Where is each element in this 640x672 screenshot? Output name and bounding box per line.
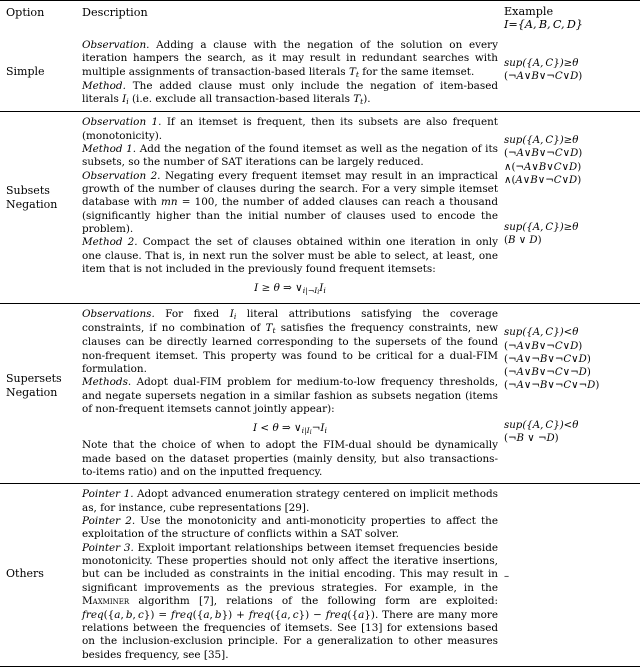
example-clause: (¬A∨¬B∨¬C∨D) <box>504 353 591 365</box>
paragraph-lead: Method 1. <box>82 142 137 155</box>
paragraph: Method 1. Add the negation of the found itemset as well as the negation of its subsets, so the number of SAT iterations can be largely reduced. <box>82 142 499 169</box>
example-block <box>504 134 638 187</box>
paragraph-lead: Method. <box>82 79 126 92</box>
formula-subsets: I ≥ θ ⇒ $\vee_{i|\neg Ii}I_i$ <box>254 281 326 296</box>
option-label: Simple <box>6 65 45 79</box>
example-clause: (¬B ∨ ¬D) <box>504 432 559 444</box>
example-clause: ∧(¬A∨B∨C∨D) <box>504 161 582 173</box>
example-support: sup({A, C})≥θ <box>504 135 579 147</box>
paragraph: Pointer 3. Exploit important relationships between itemset frequencies beside monotonicity. These properties should not only affect the iterative insertions, but can be included as constraints in the initial encoding. This may result in significant improvements as the previous strategies. For example, in the Maxminer algorithm [7], relations of the following form are exploited: freq({a, b, c}) = freq({a, b}) + freq({a, c}) − freq({a}). There are many more relations between the frequencies of itemsets. See [13] for extensions based on the inclusion-exclusion principle. For a generalization to other measures besides frequency, see [35]. <box>82 541 499 661</box>
example-clause: (¬A∨B∨¬C∨D) <box>504 71 583 83</box>
example-support: sup({A, C})≥θ <box>504 222 579 234</box>
example-block <box>504 221 638 248</box>
example-clause: (¬A∨B∨¬C∨D) <box>504 148 583 160</box>
row-example-subsets-negation <box>500 112 640 304</box>
paragraph-lead: Observations. <box>82 308 155 321</box>
formula-supersets: I < θ ⇒ $\vee_{i|Ii}\neg I_i$ <box>253 421 327 436</box>
paragraph-lead: Observation. <box>82 39 150 52</box>
paragraph-lead: Pointer 2. <box>82 515 136 528</box>
row-example-supersets-negation <box>500 304 640 484</box>
paragraph: Observations. For fixed $I_i$ literal attributions satisfying the coverage constraints, if no combination of $T_t$ satisfies the frequency constraints, new clauses can be directly learned corresponding to the supersets of the found non-frequent itemset. This property was found to be critical for a dual-FIM formulation. <box>82 308 498 376</box>
example-clause: (¬A∨B∨¬C∨¬D) <box>504 367 591 379</box>
paragraph: Pointer 2. Use the monotonicity and anti-monoticity properties to affect the exploitation of the structure of conflicts within a SAT solver. <box>82 515 498 541</box>
paragraph: Note that the choice of when to adopt the FIM-dual should be dynamically made based on the dataset properties (mainly density, but also transactions-to-items ratio) and on the inputted frequency. <box>82 439 498 478</box>
row-example-simple <box>500 35 640 112</box>
option-label: Others <box>6 567 44 581</box>
column-header-example-title: Example <box>504 5 554 18</box>
row-example-others <box>500 484 640 667</box>
paragraph: Observation 2. Negating every frequent itemset may result in an impractical growth of the number of clauses during the search. For a very simple itemset database with mn = 100, the number of added clauses can reach a thousand (significantly higher than the initial number of clauses used to encode the problem). <box>82 169 498 236</box>
example-support: sup({A, C})<θ <box>504 327 579 339</box>
example-block <box>504 326 638 392</box>
option-label-2: Negation <box>6 385 58 399</box>
paragraph-lead: Observation 2. <box>82 169 161 182</box>
paragraph: Observation. Adding a clause with the negation of the solution on every iteration hampers the search, as it may result in redundant searches with multiple assignments of transaction-based literals $T_t$ for the same itemset. <box>82 39 498 79</box>
row-description-simple <box>76 35 500 112</box>
example-support: sup({A, C})≥θ <box>504 58 579 70</box>
row-option-simple <box>0 35 76 112</box>
table-body <box>0 35 640 666</box>
example-block <box>504 419 638 446</box>
paragraph-lead: Method 2. <box>82 236 138 249</box>
column-header-example <box>500 1 640 35</box>
row-description-subsets-negation <box>76 112 500 304</box>
header-row <box>0 1 640 35</box>
column-header-description: Description <box>82 6 148 19</box>
row-option-subsets-negation <box>0 112 76 304</box>
example-clause: ∧(A∨B∨¬C∨D) <box>504 174 582 186</box>
paragraph-lead: Pointer 3. <box>82 541 134 554</box>
paragraph-lead: Observation 1. <box>82 116 162 129</box>
example-clause: (¬A∨B∨¬C∨D) <box>504 340 583 352</box>
paragraph: Observation 1. If an itemset is frequent, then its subsets are also frequent (monotonicity). <box>82 116 498 142</box>
paragraph-lead: Methods. <box>82 376 132 389</box>
option-label: Subsets <box>6 184 50 198</box>
paragraph: Method 2. Compact the set of clauses obtained within one iteration in only one clause. That is, in next run the solver must be able to select, at least, one item that is not included in the previously found frequent itemsets: <box>82 236 498 276</box>
table-row <box>0 484 640 667</box>
example-clause: (B ∨ D) <box>504 235 542 247</box>
table-header <box>0 1 640 36</box>
table-row <box>0 304 640 484</box>
paragraph: Methods. Adopt dual-FIM problem for medium-to-low frequency thresholds, and negate supersets negation in a similar fashion as subsets negation (items of non-frequent itemsets cannot jointly appear): <box>82 376 498 416</box>
paragraph: Pointer 1. Adopt advanced enumeration strategy centered on implicit methods as, for instance, cube representations [29]. <box>82 488 498 514</box>
paragraph-lead: Pointer 1. <box>82 488 134 501</box>
column-header-example-itemset: I={A, B, C, D} <box>504 17 583 31</box>
row-option-supersets-negation <box>0 304 76 484</box>
example-support: sup({A, C})<θ <box>504 419 579 431</box>
paragraph: Method. The added clause must only include the negation of item-based literals $I_i$ (i.e. exclude all transaction-based literals $T_t$). <box>82 79 498 107</box>
row-description-supersets-negation <box>76 304 500 484</box>
row-description-others <box>76 484 500 667</box>
column-header-option: Option <box>6 6 45 19</box>
option-label: Supersets <box>6 372 62 386</box>
table-row <box>0 35 640 112</box>
table-row <box>0 112 640 304</box>
option-label-2: Negation <box>6 198 58 212</box>
row-option-others <box>0 484 76 667</box>
example-clause: (¬A∨¬B∨¬C∨¬D) <box>504 380 600 392</box>
example-dash: – <box>504 571 510 583</box>
example-block <box>504 57 638 84</box>
